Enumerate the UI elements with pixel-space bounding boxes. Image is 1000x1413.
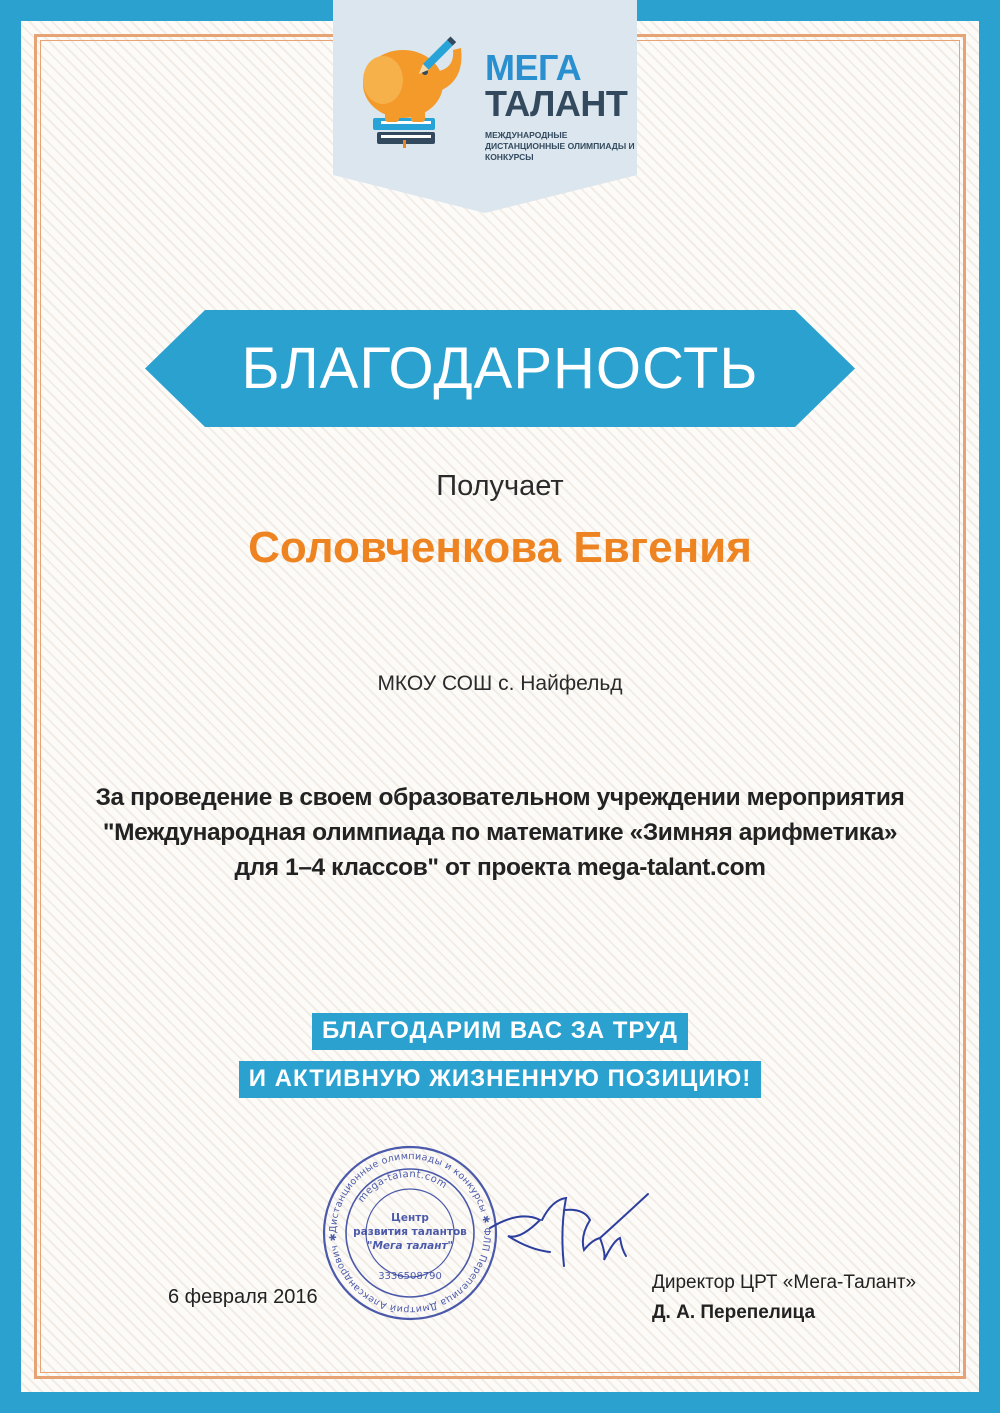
reason-text bbox=[70, 780, 930, 885]
thanks-line-1: БЛАГОДАРИМ ВАС ЗА ТРУД bbox=[312, 1013, 688, 1050]
reason-line-2: "Международная олимпиада по математике «Зимняя арифметика» bbox=[102, 819, 898, 846]
director-position: Директор ЦРТ «Мега-Талант» bbox=[652, 1272, 917, 1293]
title-ribbon bbox=[145, 310, 855, 427]
thanks-block bbox=[0, 1013, 1000, 1098]
stamp-seal bbox=[320, 1143, 500, 1323]
svg-text:mega-talant.com bbox=[356, 1169, 449, 1205]
reason-line-1: За проведение в своем образовательном учреждении мероприятия bbox=[95, 784, 905, 811]
logo-line-1: МЕГА bbox=[485, 47, 582, 88]
issue-date: 6 февраля 2016 bbox=[168, 1286, 318, 1308]
stamp-number: 3336508790 bbox=[378, 1271, 442, 1282]
thanks-line-2: И АКТИВНУЮ ЖИЗНЕННУЮ ПОЗИЦИЮ! bbox=[239, 1061, 761, 1098]
stamp-center-3: "Мега талант" bbox=[366, 1240, 454, 1252]
stamp-center-2: развития талантов bbox=[353, 1226, 467, 1238]
logo-line-2: ТАЛАНТ bbox=[485, 83, 628, 124]
logo-tab bbox=[333, 0, 637, 213]
signature-scribble bbox=[480, 1180, 660, 1290]
director-name: Д. А. Перепелица bbox=[652, 1302, 816, 1323]
recipient-name: Соловченкова Евгения bbox=[248, 523, 752, 572]
logo-subtitle: МЕЖДУНАРОДНЫЕ ДИСТАНЦИОННЫЕ ОЛИМПИАДЫ И КОНКУРСЫ bbox=[485, 130, 635, 162]
inner-frame bbox=[40, 40, 960, 1373]
stamp-outer-text: Дистанционные олимпиады и конкурсы ✱ ФЛП Перепелица Дмитрий Александрович ✱ bbox=[327, 1150, 493, 1316]
stamp-center-1: Центр bbox=[391, 1212, 429, 1224]
official-stamp bbox=[320, 1143, 500, 1323]
certificate-title: БЛАГОДАРНОСТЬ bbox=[241, 336, 759, 401]
director-signature bbox=[480, 1180, 660, 1290]
reason-line-3: для 1–4 классов" от проекта mega-talant.com bbox=[234, 854, 766, 881]
director-block bbox=[652, 1268, 916, 1328]
receives-label: Получает bbox=[436, 470, 564, 502]
school-name: МКОУ СОШ с. Найфельд bbox=[377, 672, 623, 695]
stamp-site: mega-talant.com bbox=[356, 1168, 449, 1205]
